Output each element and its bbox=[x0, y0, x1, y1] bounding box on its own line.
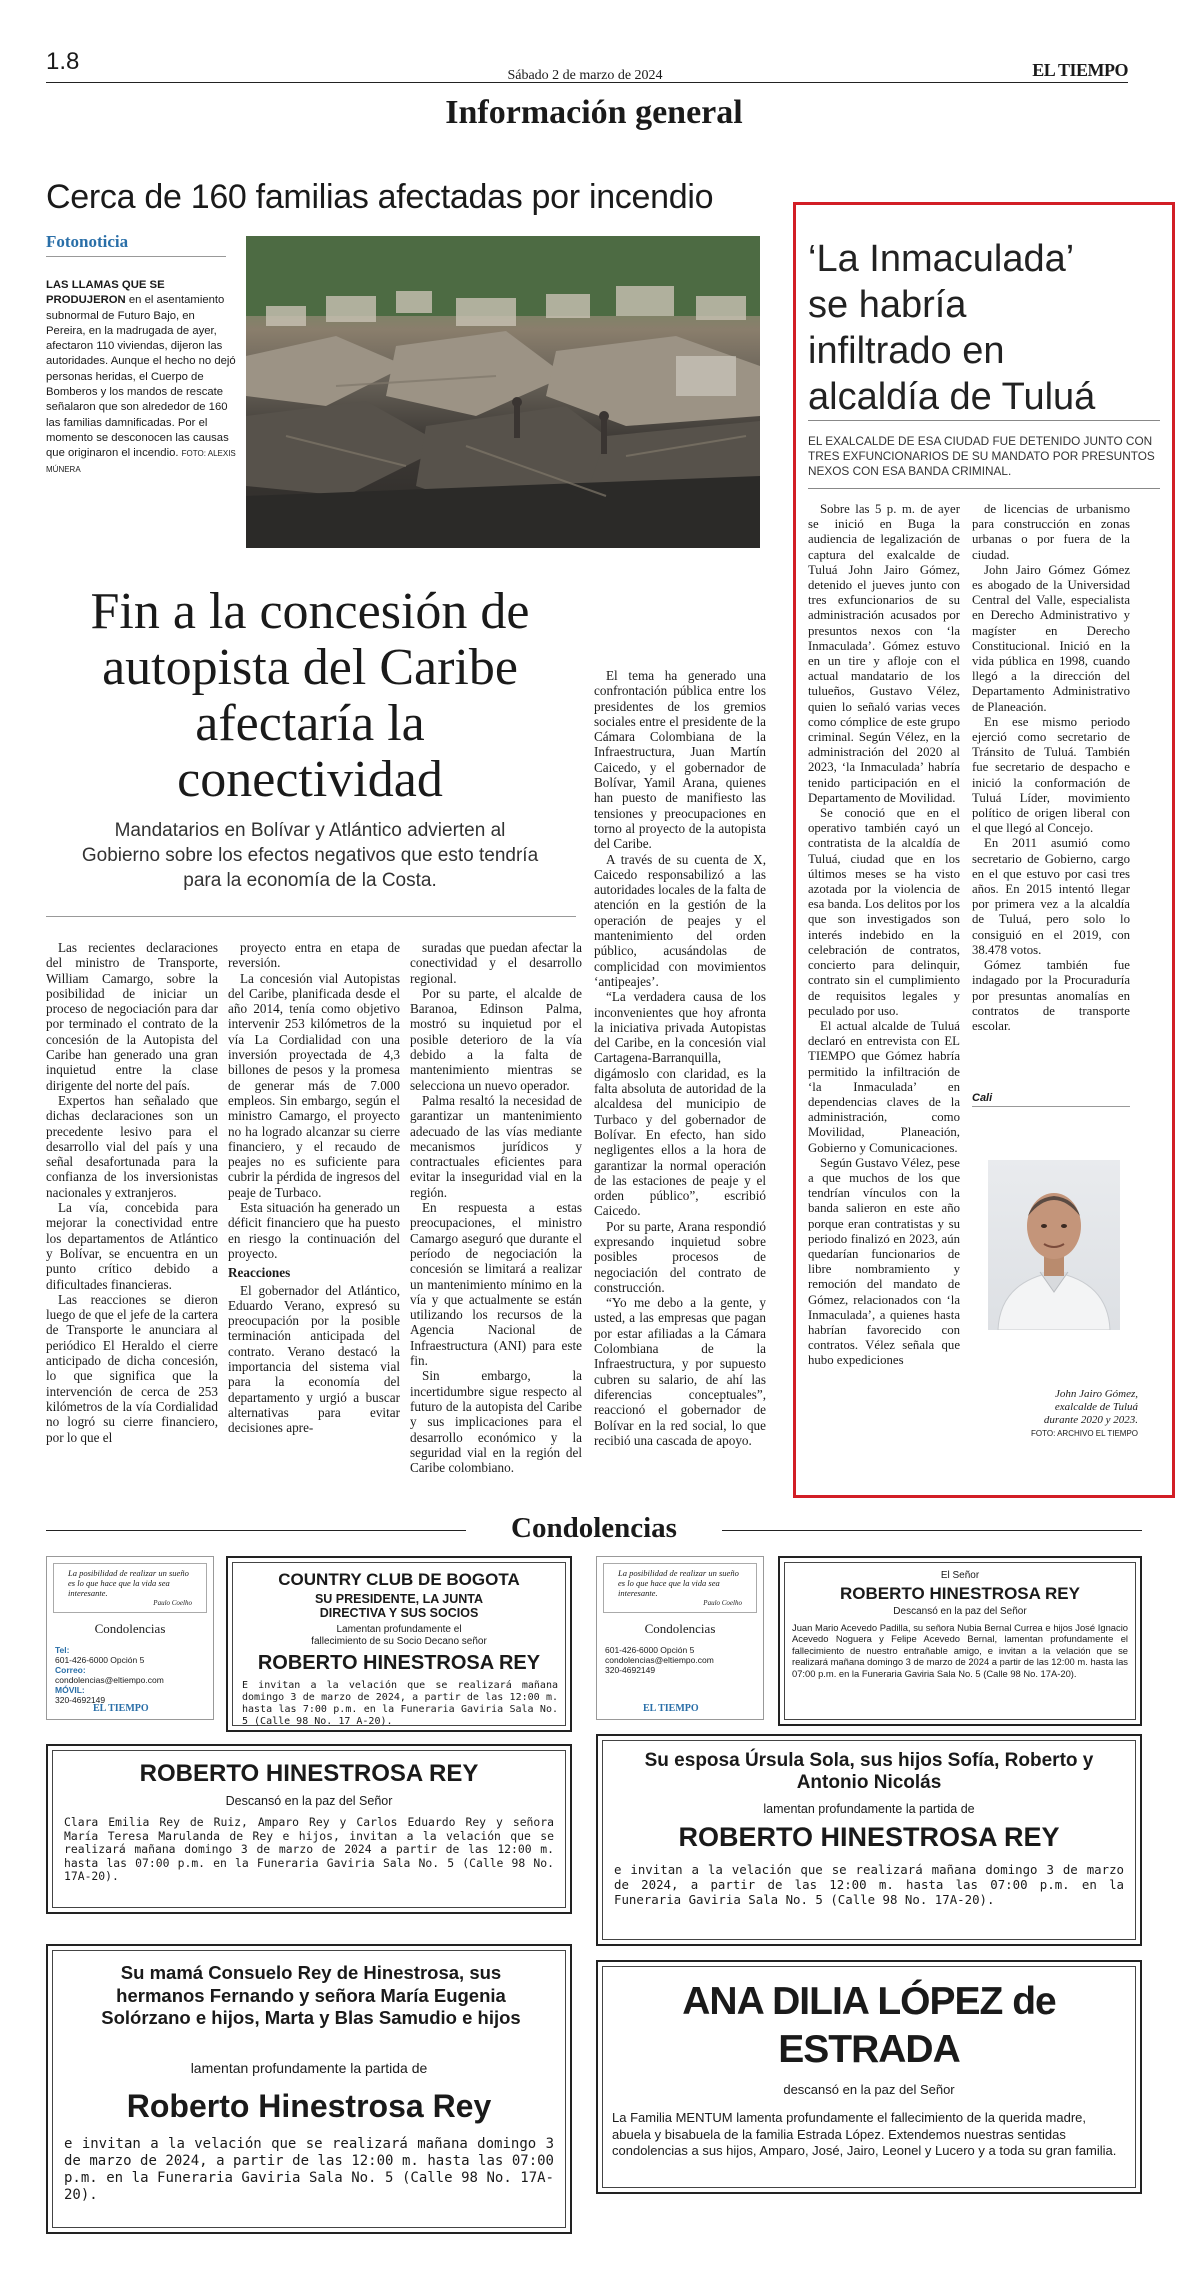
masthead-logo: EL TIEMPO bbox=[1032, 60, 1128, 80]
paragraph: En 2011 asumió como secretario de Gobierno, cargo en el que estuvo por casi tres años. En 2015 intentó llegar por primera vez a la alcaldía de Tuluá, pero solo lo consiguió en el 2019, con 38.478 votos. bbox=[972, 836, 1130, 957]
concession-headline: Fin a la concesión de autopista del Caribe afectaría la conectividad bbox=[90, 583, 530, 808]
paragraph: La concesión vial Autopistas del Caribe, planificada desde el año 2014, tenía como objetivo intervenir 253 kilómetros de la vía La Cordialidad con una inversión proyectada de 4,3 billones de pesos y la promesa de generar más de 7.000 empleos. Sin embargo, según el ministro Camargo, el proyecto no ha logrado alcanzar su cierre financiero, y el recaudo de peajes no es suficiente para cubrir la pérdida de ingresos del peaje de Turbaco. bbox=[228, 970, 400, 1200]
paragraph: Según Gustavo Vélez, pese a que muchos de los que tendrían vínculos con la banda salieron en este año porque eran contratistas y su periodo finalizó en 2023, aún quedarían funcionarios de libre nombramiento y remoción del mandato de Gómez, relacionados con ‘la Inmaculada’, a quienes hasta habrían favorecido con contratos. Vélez señala que hubo expediciones bbox=[808, 1155, 960, 1368]
fire-photo bbox=[246, 236, 760, 548]
promo-contacts bbox=[605, 1645, 714, 1675]
promo-heading: Condolencias bbox=[644, 1621, 716, 1636]
promo-quote: La posibilidad de realizar un sueño es lo que hace que la vida sea interesante. bbox=[68, 1568, 189, 1598]
page-number: 1.8 bbox=[46, 48, 80, 75]
concession-column-3 bbox=[410, 940, 582, 1475]
condolencias-promo-box bbox=[46, 1556, 214, 1720]
tulua-photo bbox=[988, 1160, 1120, 1330]
paragraph: El actual alcalde de Tuluá declaró en entrevista con EL TIEMPO que Gómez habría permitido la infiltración de ‘la Inmaculada’ en dependencias claves de la administración, como Movilidad, Planeación, Gobierno y Comunicaciones. bbox=[808, 1018, 960, 1155]
paragraph: suradas que puedan afectar la conectividad y el desarrollo regional. bbox=[410, 940, 582, 986]
paragraph: El tema ha generado una confrontación pública entre los presidentes de los gremios sociales entre el presidente de la Cámara Colombiana de la Infraestructura, Juan Martín Caicedo, y el gobernador de Bolívar, Yamil Arana, quienes han puesto de manifiesto las tensiones y preocupaciones en torno al proyecto de la autopista del Caribe. bbox=[594, 668, 766, 852]
paragraph: En ese mismo periodo ejerció como secretario de Tránsito de Tuluá. También fue secretario de despacho e inició la conformación de Tuluá Líder, movimiento político de origen liberal con el que llegó al Concejo. bbox=[972, 714, 1130, 836]
tulua-signature: Cali bbox=[972, 1092, 993, 1104]
promo-heading: Condolencias bbox=[94, 1621, 166, 1636]
ad-body: Juan Mario Acevedo Padilla, su señora Nubia Bernal Currea e hijos José Ignacio Acevedo Noguera y Felipe Acevedo Bernal, lamentan profundamente el fallecimiento de nuestro entrañable amigo, e invitan a la velación que se realizará mañana domingo 3 de marzo de 2024 a partir de las 12:00 m. hasta las 07:00 p.m. en la Funeraria Gaviria Sala No. 5 (Calle 98 No. 17A-20). bbox=[792, 1622, 1128, 1679]
fire-caption bbox=[46, 278, 236, 477]
promo-quote-box bbox=[53, 1563, 207, 1613]
condolencias-promo-box-2 bbox=[596, 1556, 764, 1720]
fotonoticia-kicker: Fotonoticia bbox=[46, 232, 129, 251]
paragraph: Por su parte, Arana respondió expresando inquietud sobre posibles procesos de negociación del contrato de construcción. bbox=[594, 1218, 766, 1295]
promo-brand: EL TIEMPO bbox=[93, 1703, 149, 1714]
promo-mail-label: Correo: bbox=[55, 1665, 86, 1675]
ad-deceased-name: ROBERTO HINESTROSA REY bbox=[840, 1584, 1080, 1603]
promo-quote-box bbox=[603, 1563, 757, 1613]
paragraph: A través de su cuenta de X, Caicedo responsabilizó a las autoridades locales de la falta de atención en la gestión de la operación de peajes y el mantenimiento del orden público, acusándolas de complicidad con movimientos ‘antipeajes’. bbox=[594, 851, 766, 989]
condolencias-title: Condolencias bbox=[511, 1512, 677, 1544]
fire-caption-text: en el asentamiento subnormal de Futuro Bajo, en Pereira, en la madrugada de ayer, afectaron 110 viviendas, dijeron las autoridades. Aunque el hecho no dejó personas heridas, el Cuerpo de Bomberos y los mandos de rescate señalaron que son alrededor de 160 las familias damnificadas. Por el momento se desconocen las causas que originaron el incendio. bbox=[46, 294, 236, 460]
promo-mail[interactable]: condolencias@eltiempo.com bbox=[55, 1675, 164, 1685]
signature-rule bbox=[972, 1106, 1130, 1107]
ad-lament: lamentan profundamente la partida de bbox=[190, 2060, 428, 2076]
promo-mail[interactable]: condolencias@eltiempo.com bbox=[605, 1655, 714, 1665]
ad-rest: Descansó en la paz del Señor bbox=[893, 1606, 1027, 1617]
paragraph: John Jairo Gómez Gómez es abogado de la Universidad Central del Valle, especialista en Derecho Administrativo y magíster en Derecho Constitucional. Inició en la vida pública en 1998, cuando llegó a la dirección del Departamento Administrativo de Planeación. bbox=[972, 562, 1130, 714]
ad-lament: Lamentan profundamente el fallecimiento de su Socio Decano señor bbox=[311, 1624, 487, 1647]
paragraph: La vía, concebida para mejorar la conectividad entre los departamentos de Atlántico y Bolívar, se encuentra en un punto crítico debido a dificultades financieras. bbox=[46, 1200, 218, 1292]
ad-ana-dilia bbox=[596, 1960, 1142, 2194]
ad-sub: SU PRESIDENTE, LA JUNTA DIRECTIVA Y SUS SOCIOS bbox=[314, 1592, 484, 1620]
ad-deceased-name: ROBERTO HINESTROSA REY bbox=[139, 1760, 479, 1787]
promo-mobile: 320-4692149 bbox=[55, 1695, 106, 1705]
ad-body: E invitan a la velación que se realizará mañana domingo 3 de marzo de 2024, a partir de las 12:00 m. hasta las 7:00 p.m. en la Funeraria Gaviria Sala No. 5 (Calle 98 No. 17 A-20). bbox=[242, 1680, 558, 1727]
paragraph: Gómez también fue indagado por la Procuraduría por presuntas anomalías en contratos de transporte escolar. bbox=[972, 958, 1130, 1033]
fire-headline: Cerca de 160 familias afectadas por incendio bbox=[46, 178, 714, 216]
section-title: Información general bbox=[445, 94, 743, 131]
ad-rest: Descansó en la paz del Señor bbox=[225, 1794, 393, 1808]
ad-deceased-name: ANA DILIA LÓPEZ de ESTRADA bbox=[682, 1980, 1056, 2071]
tulua-deck: EL EXALCALDE DE ESA CIUDAD FUE DETENIDO JUNTO CON TRES EXFUNCIONARIOS DE SU MANDATO POR PRESUNTOS NEXOS CON ESA BANDA CRIMINAL. bbox=[808, 434, 1155, 478]
concession-column-1 bbox=[46, 940, 218, 1445]
ad-deceased-name: ROBERTO HINESTROSA REY bbox=[257, 1652, 541, 1674]
paragraph: Las recientes declaraciones del ministro de Transporte, William Camargo, sobre la posibilidad de iniciar un proceso de negociación para dar por terminado el contrato de la concesión de la Autopista del Caribe han generado una gran inquietud entre la clase dirigente del norte del país. bbox=[46, 940, 218, 1093]
paragraph: “La verdadera causa de los inconvenientes que hoy afronta la iniciativa privada Autopistas del Caribe, en la concesión vial Cartagena-Barranquilla, digámoslo con claridad, es la falta absoluta de autoridad de la alcaldesa del municipio de Turbaco y del gobernador de Bolívar. En efecto, han sido negligentes ellos a la hora de garantizar la normal operación de las estaciones de peaje y el orden público”, escribió Caicedo. bbox=[594, 989, 766, 1219]
paragraph: proyecto entra en etapa de reversión. bbox=[228, 940, 400, 971]
concession-deck: Mandatarios en Bolívar y Atlántico advierten al Gobierno sobre los efectos negativos que esto tendría para la economía de la Costa. bbox=[81, 820, 539, 891]
paragraph: Se conoció que en el operativo también cayó un contratista de la alcaldía de Tuluá, ciudad que en los últimos meses se ha visto azotada por la violencia de esa banda. Los delitos por los que son investigados son interés indebido en la celebración de contratos, concierto para delinquir, contrato sin el cumplimiento de requisitos legales y peculado por uso. bbox=[808, 806, 960, 1018]
ad-head: Su mamá Consuelo Rey de Hinestrosa, sus hermanos Fernando y señora María Eugenia Solórzano e hijos, Marta y Blas Samudio e hijos bbox=[101, 1962, 521, 2028]
concession-column-4 bbox=[594, 668, 766, 1448]
ad-acevedo bbox=[778, 1556, 1142, 1726]
photo-caption-credit: FOTO: ARCHIVO EL TIEMPO bbox=[1031, 1429, 1138, 1438]
promo-quote-author: Paulo Coelho bbox=[153, 1599, 192, 1607]
ad-deceased-name: Roberto Hinestrosa Rey bbox=[126, 2088, 492, 2124]
promo-brand: EL TIEMPO bbox=[643, 1703, 699, 1714]
ad-body: e invitan a la velación que se realizará mañana domingo 3 de marzo de 2024, a partir de las 12:00 m. hasta las 07:00 p.m. en la Funeraria Gaviria Sala No. 5 (Calle 98 No. 17A-20). bbox=[64, 2136, 554, 2203]
promo-quote: La posibilidad de realizar un sueño es lo que hace que la vida sea interesante. bbox=[618, 1568, 739, 1598]
tulua-rule-top bbox=[808, 420, 1160, 421]
paragraph: Expertos han señalado que dichas declaraciones son un precedente lesivo para el desarrollo vial del país y una señal desafortunada para la confianza de los inversionistas nacionales y extranjeros. bbox=[46, 1092, 218, 1200]
paragraph: Palma resaltó la necesidad de garantizar un mantenimiento adecuado de las vías mediante mecanismos jurídicos y contractuales eficientes para evitar la inseguridad vial en la región. bbox=[410, 1092, 582, 1200]
tulua-column-1 bbox=[808, 502, 960, 1369]
promo-tel-label: Tel: bbox=[55, 1645, 70, 1655]
promo-tel: 601-426-6000 Opción 5 bbox=[55, 1655, 145, 1665]
ad-wife bbox=[596, 1734, 1142, 1946]
ad-lament: lamentan profundamente la partida de bbox=[763, 1802, 975, 1816]
paragraph: En respuesta a estas preocupaciones, el ministro Camargo aseguró que durante el período de negociación la concesión se limitará a realizar un mantenimiento mínimo en la vía y que actualmente se están utilizando los recursos de la Agencia Nacional de Infraestructura (ANI) para este fin. bbox=[410, 1200, 582, 1369]
ad-head: Su esposa Úrsula Sola, sus hijos Sofía, Roberto y Antonio Nicolás bbox=[644, 1750, 1094, 1793]
paragraph: “Yo me debo a la gente, y usted, a las empresas que pagan por estar afiliadas a la Cámara Colombiana de la Infraestructura, y por supuesto cubren su salario, de ahí las diferencias conceptuales”, reaccionó el gobernador de Bolívar en la red social, lo que recibió una cascada de apoyo. bbox=[594, 1295, 766, 1448]
subheading-reacciones: Reacciones bbox=[228, 1265, 291, 1281]
kicker-rule bbox=[46, 256, 226, 257]
paragraph: Las reacciones se dieron luego de que el jefe de la cartera de Transporte le anunciara al periódico El Heraldo el cierre anticipado de dicha concesión, lo que significa que la intervención de cerca de 253 kilómetros de la vía Cordialidad no logró su cierre financiero, por lo que el bbox=[46, 1291, 218, 1445]
issue-date: Sábado 2 de marzo de 2024 bbox=[507, 68, 663, 83]
ad-rest: descansó en la paz del Señor bbox=[783, 2082, 955, 2097]
paragraph: de licencias de urbanismo para construcción en zonas urbanas o por fuera de la ciudad. bbox=[972, 502, 1130, 562]
header-rule bbox=[46, 82, 1128, 83]
paragraph: Por su parte, el alcalde de Baranoa, Edinson Palma, mostró su inquietud por el posible deterioro de la vía debido a la falta de mantenimiento mientras se selecciona un nuevo operador. bbox=[410, 985, 582, 1093]
ad-body: La Familia MENTUM lamenta profundamente el fallecimiento de la querida madre, abuela y bisabuela de la familia Estrada López. Extendemos nuestras sentidas condolencias a sus hijos, Amparo, José, Jairo, Leonel y Lucero y a toda su gran familia. bbox=[612, 2110, 1117, 2158]
promo-contacts bbox=[55, 1645, 164, 1705]
ad-mother bbox=[46, 1944, 572, 2234]
concession-column-2 bbox=[228, 940, 400, 1436]
paragraph: Esta situación ha generado un déficit financiero que ha puesto en riesgo la continuación del proyecto. bbox=[228, 1200, 400, 1261]
promo-mobile-label: MÓVIL: bbox=[55, 1685, 85, 1695]
tulua-rule-bottom bbox=[808, 488, 1160, 489]
ad-deceased-name: ROBERTO HINESTROSA REY bbox=[678, 1822, 1060, 1852]
ad-family bbox=[46, 1744, 572, 1914]
ad-body: e invitan a la velación que se realizará mañana domingo 3 de marzo de 2024, a partir de las 12:00 m. hasta las 07:00 p.m. en la Funeraria Gaviria Sala No. 5 (Calle 98 No. 17A-20). bbox=[614, 1862, 1124, 1907]
deck-rule bbox=[46, 916, 576, 917]
fire-caption-lead: LAS LLAMAS QUE SE PRODUJERON bbox=[46, 279, 165, 307]
ad-country-club bbox=[226, 1556, 572, 1732]
promo-mobile: 320-4692149 bbox=[605, 1665, 656, 1675]
fire-photo-credit: FOTO: ALEXIS MÚNERA bbox=[46, 449, 236, 474]
tulua-column-2 bbox=[972, 502, 1130, 1034]
tulua-headline: ‘La Inmaculada’ se habría infiltrado en alcaldía de Tuluá bbox=[808, 238, 1096, 418]
paragraph: El gobernador del Atlántico, Eduardo Verano, expresó su preocupación por la posible terminación anticipada del contrato. Verano destacó la importancia del sistema vial para la economía del departamento y urgió a buscar alternativas para evitar decisiones apre- bbox=[228, 1282, 400, 1436]
promo-tel: 601-426-6000 Opción 5 bbox=[605, 1645, 695, 1655]
ad-org: COUNTRY CLUB DE BOGOTA bbox=[278, 1570, 520, 1589]
paragraph: Sobre las 5 p. m. de ayer se inició en Buga la audiencia de legalización de captura del exalcalde de Tuluá John Jairo Gómez, detenido el jueves junto con tres exfuncionarios de su administración acusados por presuntos nexos con ‘la Inmaculada’. Gómez estuvo en un tire y afloje con el actual mandatario de los tulueños, Gustavo Vélez, quien lo señaló varias veces como cómplice de este grupo criminal. Según Vélez, en la administración del 2020 al 2023, ‘la Inmaculada’ habría tenido participación en el Departamento de Movilidad. bbox=[808, 502, 960, 805]
paragraph: Sin embargo, la incertidumbre sigue respecto al futuro de la autopista del Caribe y sus implicaciones para el desarrollo económico y la seguridad vial en la región del Caribe colombiano. bbox=[410, 1368, 582, 1476]
photo-caption-text: John Jairo Gómez, exalcalde de Tuluá durante 2020 y 2023. bbox=[1043, 1388, 1138, 1426]
ad-pre: El Señor bbox=[940, 1570, 980, 1581]
promo-quote-author: Paulo Coelho bbox=[703, 1599, 742, 1607]
tulua-photo-caption bbox=[1020, 1388, 1138, 1440]
ad-body: Clara Emilia Rey de Ruiz, Amparo Rey y Carlos Eduardo Rey y señora María Teresa Marulanda de Rey e hijos, invitan a la velación que se realizará mañana domingo 3 de marzo de 2024 a partir de las 12:00 m. hasta las 07:00 p.m. en la Funeraria Gaviria Sala No. 5 (Calle 98 No. 17A-20). bbox=[64, 1815, 554, 1884]
